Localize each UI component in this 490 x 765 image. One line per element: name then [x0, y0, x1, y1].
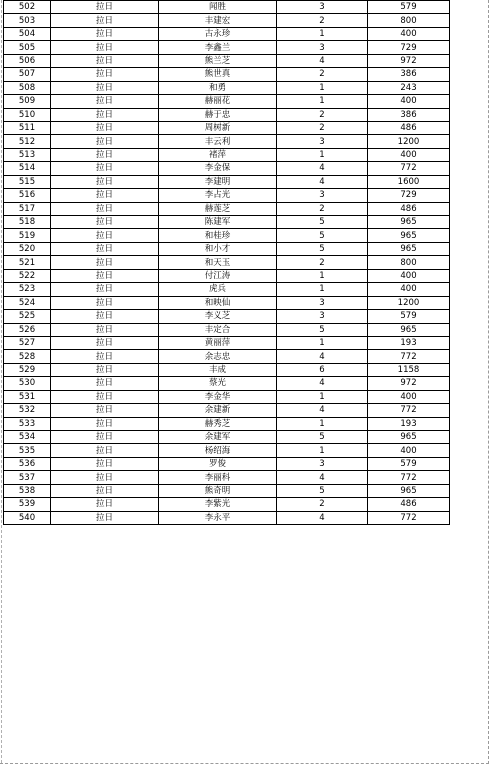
name-cell: 李义芝 [159, 310, 277, 323]
amount-cell: 400 [368, 148, 450, 161]
name-cell: 虎兵 [159, 283, 277, 296]
amount-cell: 972 [368, 54, 450, 67]
row-number-cell: 523 [4, 283, 51, 296]
household-size-cell: 1 [277, 390, 368, 403]
household-size-cell: 2 [277, 202, 368, 215]
table-row [4, 41, 450, 54]
table-row [4, 216, 450, 229]
name-cell: 李建明 [159, 175, 277, 188]
household-size-cell: 2 [277, 256, 368, 269]
household-size-cell: 1 [277, 148, 368, 161]
amount-cell: 400 [368, 444, 450, 457]
table-row [4, 229, 450, 242]
name-cell: 闻胜 [159, 1, 277, 14]
table-row [4, 202, 450, 215]
household-size-cell: 1 [277, 95, 368, 108]
table-row [4, 296, 450, 309]
township-cell: 拉日 [51, 41, 159, 54]
name-cell: 古永珍 [159, 27, 277, 40]
household-size-cell: 5 [277, 323, 368, 336]
name-cell: 赫丽花 [159, 95, 277, 108]
household-size-cell: 3 [277, 1, 368, 14]
table-row [4, 189, 450, 202]
name-cell: 罗俊 [159, 457, 277, 470]
table-row [4, 404, 450, 417]
row-number-cell: 516 [4, 189, 51, 202]
township-cell: 拉日 [51, 457, 159, 470]
table-row [4, 484, 450, 497]
row-number-cell: 535 [4, 444, 51, 457]
row-number-cell: 511 [4, 121, 51, 134]
amount-cell: 965 [368, 484, 450, 497]
table-row [4, 310, 450, 323]
household-size-cell: 1 [277, 417, 368, 430]
household-size-cell: 1 [277, 336, 368, 349]
row-number-cell: 506 [4, 54, 51, 67]
name-cell: 丰云利 [159, 135, 277, 148]
table-row [4, 269, 450, 282]
household-size-cell: 4 [277, 175, 368, 188]
amount-cell: 965 [368, 323, 450, 336]
table-row [4, 256, 450, 269]
amount-cell: 729 [368, 41, 450, 54]
table-row [4, 108, 450, 121]
township-cell: 拉日 [51, 202, 159, 215]
name-cell: 付江涛 [159, 269, 277, 282]
table-row [4, 511, 450, 524]
township-cell: 拉日 [51, 216, 159, 229]
row-number-cell: 527 [4, 336, 51, 349]
township-cell: 拉日 [51, 229, 159, 242]
name-cell: 丰定合 [159, 323, 277, 336]
household-size-cell: 1 [277, 269, 368, 282]
amount-cell: 965 [368, 216, 450, 229]
table-row [4, 148, 450, 161]
household-size-cell: 1 [277, 283, 368, 296]
township-cell: 拉日 [51, 511, 159, 524]
township-cell: 拉日 [51, 444, 159, 457]
name-cell: 李丽科 [159, 471, 277, 484]
records-table [3, 0, 450, 525]
table-row [4, 283, 450, 296]
row-number-cell: 512 [4, 135, 51, 148]
township-cell: 拉日 [51, 283, 159, 296]
amount-cell: 386 [368, 108, 450, 121]
name-cell: 李鑫兰 [159, 41, 277, 54]
row-number-cell: 504 [4, 27, 51, 40]
township-cell: 拉日 [51, 296, 159, 309]
row-number-cell: 519 [4, 229, 51, 242]
household-size-cell: 3 [277, 310, 368, 323]
township-cell: 拉日 [51, 377, 159, 390]
row-number-cell: 521 [4, 256, 51, 269]
table-row [4, 27, 450, 40]
township-cell: 拉日 [51, 121, 159, 134]
amount-cell: 972 [368, 377, 450, 390]
row-number-cell: 534 [4, 431, 51, 444]
amount-cell: 579 [368, 1, 450, 14]
table-row [4, 390, 450, 403]
amount-cell: 772 [368, 511, 450, 524]
amount-cell: 579 [368, 457, 450, 470]
amount-cell: 400 [368, 27, 450, 40]
amount-cell: 1200 [368, 135, 450, 148]
township-cell: 拉日 [51, 417, 159, 430]
name-cell: 熊奇明 [159, 484, 277, 497]
name-cell: 赫于忠 [159, 108, 277, 121]
row-number-cell: 539 [4, 498, 51, 511]
row-number-cell: 526 [4, 323, 51, 336]
row-number-cell: 531 [4, 390, 51, 403]
row-number-cell: 528 [4, 350, 51, 363]
amount-cell: 400 [368, 95, 450, 108]
name-cell: 李金保 [159, 162, 277, 175]
amount-cell: 965 [368, 229, 450, 242]
amount-cell: 772 [368, 162, 450, 175]
household-size-cell: 4 [277, 511, 368, 524]
row-number-cell: 520 [4, 242, 51, 255]
name-cell: 余建新 [159, 404, 277, 417]
household-size-cell: 2 [277, 108, 368, 121]
township-cell: 拉日 [51, 256, 159, 269]
name-cell: 李永平 [159, 511, 277, 524]
table-row [4, 471, 450, 484]
name-cell: 和映仙 [159, 296, 277, 309]
household-size-cell: 3 [277, 41, 368, 54]
row-number-cell: 507 [4, 68, 51, 81]
table-row [4, 444, 450, 457]
amount-cell: 1600 [368, 175, 450, 188]
household-size-cell: 5 [277, 229, 368, 242]
name-cell: 赫秀芝 [159, 417, 277, 430]
amount-cell: 729 [368, 189, 450, 202]
township-cell: 拉日 [51, 471, 159, 484]
row-number-cell: 533 [4, 417, 51, 430]
township-cell: 拉日 [51, 498, 159, 511]
table-row [4, 457, 450, 470]
amount-cell: 486 [368, 498, 450, 511]
household-size-cell: 4 [277, 471, 368, 484]
name-cell: 和勇 [159, 81, 277, 94]
table-row [4, 121, 450, 134]
household-size-cell: 2 [277, 14, 368, 27]
township-cell: 拉日 [51, 27, 159, 40]
table-row [4, 431, 450, 444]
table-row [4, 54, 450, 67]
row-number-cell: 522 [4, 269, 51, 282]
amount-cell: 1158 [368, 363, 450, 376]
records-table-body [4, 1, 450, 525]
table-row [4, 135, 450, 148]
row-number-cell: 518 [4, 216, 51, 229]
township-cell: 拉日 [51, 14, 159, 27]
township-cell: 拉日 [51, 336, 159, 349]
household-size-cell: 4 [277, 162, 368, 175]
name-cell: 蔡光 [159, 377, 277, 390]
household-size-cell: 1 [277, 444, 368, 457]
township-cell: 拉日 [51, 162, 159, 175]
township-cell: 拉日 [51, 404, 159, 417]
amount-cell: 800 [368, 256, 450, 269]
table-row [4, 363, 450, 376]
row-number-cell: 524 [4, 296, 51, 309]
row-number-cell: 517 [4, 202, 51, 215]
amount-cell: 965 [368, 431, 450, 444]
row-number-cell: 532 [4, 404, 51, 417]
township-cell: 拉日 [51, 175, 159, 188]
row-number-cell: 510 [4, 108, 51, 121]
name-cell: 赫莲芝 [159, 202, 277, 215]
row-number-cell: 509 [4, 95, 51, 108]
row-number-cell: 515 [4, 175, 51, 188]
township-cell: 拉日 [51, 54, 159, 67]
row-number-cell: 529 [4, 363, 51, 376]
table-row [4, 162, 450, 175]
table-row [4, 1, 450, 14]
township-cell: 拉日 [51, 431, 159, 444]
amount-cell: 486 [368, 121, 450, 134]
household-size-cell: 5 [277, 484, 368, 497]
name-cell: 和天玉 [159, 256, 277, 269]
township-cell: 拉日 [51, 323, 159, 336]
table-row [4, 95, 450, 108]
household-size-cell: 4 [277, 54, 368, 67]
row-number-cell: 503 [4, 14, 51, 27]
household-size-cell: 4 [277, 350, 368, 363]
row-number-cell: 508 [4, 81, 51, 94]
amount-cell: 400 [368, 269, 450, 282]
amount-cell: 772 [368, 471, 450, 484]
township-cell: 拉日 [51, 242, 159, 255]
name-cell: 余志忠 [159, 350, 277, 363]
township-cell: 拉日 [51, 269, 159, 282]
row-number-cell: 525 [4, 310, 51, 323]
name-cell: 李占光 [159, 189, 277, 202]
township-cell: 拉日 [51, 189, 159, 202]
name-cell: 丰成 [159, 363, 277, 376]
household-size-cell: 2 [277, 498, 368, 511]
row-number-cell: 514 [4, 162, 51, 175]
amount-cell: 579 [368, 310, 450, 323]
row-number-cell: 505 [4, 41, 51, 54]
row-number-cell: 530 [4, 377, 51, 390]
township-cell: 拉日 [51, 148, 159, 161]
name-cell: 李金华 [159, 390, 277, 403]
name-cell: 熊世真 [159, 68, 277, 81]
name-cell: 丰建宏 [159, 14, 277, 27]
table-row [4, 14, 450, 27]
name-cell: 和桂珍 [159, 229, 277, 242]
township-cell: 拉日 [51, 95, 159, 108]
name-cell: 黄丽萍 [159, 336, 277, 349]
row-number-cell: 536 [4, 457, 51, 470]
household-size-cell: 3 [277, 296, 368, 309]
township-cell: 拉日 [51, 68, 159, 81]
amount-cell: 243 [368, 81, 450, 94]
household-size-cell: 5 [277, 431, 368, 444]
amount-cell: 772 [368, 404, 450, 417]
township-cell: 拉日 [51, 310, 159, 323]
amount-cell: 772 [368, 350, 450, 363]
row-number-cell: 513 [4, 148, 51, 161]
amount-cell: 800 [368, 14, 450, 27]
row-number-cell: 502 [4, 1, 51, 14]
township-cell: 拉日 [51, 81, 159, 94]
township-cell: 拉日 [51, 1, 159, 14]
household-size-cell: 4 [277, 377, 368, 390]
amount-cell: 193 [368, 417, 450, 430]
amount-cell: 1200 [368, 296, 450, 309]
name-cell: 熊兰芝 [159, 54, 277, 67]
household-size-cell: 5 [277, 242, 368, 255]
name-cell: 和小才 [159, 242, 277, 255]
amount-cell: 386 [368, 68, 450, 81]
name-cell: 褚萍 [159, 148, 277, 161]
table-row [4, 350, 450, 363]
household-size-cell: 2 [277, 121, 368, 134]
township-cell: 拉日 [51, 363, 159, 376]
household-size-cell: 3 [277, 189, 368, 202]
township-cell: 拉日 [51, 484, 159, 497]
row-number-cell: 540 [4, 511, 51, 524]
household-size-cell: 3 [277, 135, 368, 148]
name-cell: 周树新 [159, 121, 277, 134]
household-size-cell: 5 [277, 216, 368, 229]
amount-cell: 400 [368, 390, 450, 403]
township-cell: 拉日 [51, 390, 159, 403]
page-margin-guide [1, 0, 2, 763]
township-cell: 拉日 [51, 350, 159, 363]
table-row [4, 242, 450, 255]
table-row [4, 175, 450, 188]
table-row [4, 498, 450, 511]
name-cell: 余建军 [159, 431, 277, 444]
household-size-cell: 6 [277, 363, 368, 376]
table-row [4, 323, 450, 336]
township-cell: 拉日 [51, 108, 159, 121]
household-size-cell: 2 [277, 68, 368, 81]
table-row [4, 336, 450, 349]
household-size-cell: 3 [277, 457, 368, 470]
amount-cell: 486 [368, 202, 450, 215]
name-cell: 杨绍海 [159, 444, 277, 457]
household-size-cell: 1 [277, 27, 368, 40]
township-cell: 拉日 [51, 135, 159, 148]
table-row [4, 377, 450, 390]
row-number-cell: 538 [4, 484, 51, 497]
table-row [4, 68, 450, 81]
row-number-cell: 537 [4, 471, 51, 484]
name-cell: 陈建军 [159, 216, 277, 229]
amount-cell: 193 [368, 336, 450, 349]
household-size-cell: 1 [277, 81, 368, 94]
table-row [4, 81, 450, 94]
household-size-cell: 4 [277, 404, 368, 417]
amount-cell: 965 [368, 242, 450, 255]
name-cell: 李紫光 [159, 498, 277, 511]
amount-cell: 400 [368, 283, 450, 296]
table-row [4, 417, 450, 430]
